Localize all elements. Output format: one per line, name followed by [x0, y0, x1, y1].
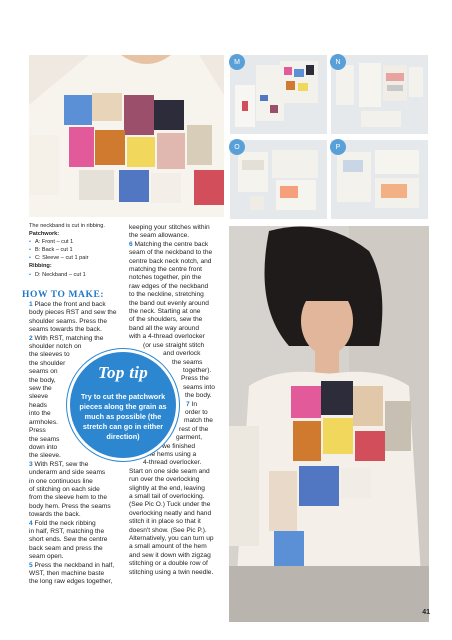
step-6-line: together).: [183, 366, 212, 374]
step-7-line: (See Pic O.) Tuck under the: [129, 501, 211, 509]
step-7-line: a small amount of the hem: [129, 543, 207, 551]
step-7-line: garment,: [176, 434, 203, 442]
step-6-line: (or use straight stitch: [143, 341, 205, 349]
step-1-line: seams towards the back.: [29, 326, 102, 334]
step-5-line: WST, then machine baste: [29, 570, 105, 577]
step-3-line: of stitching on each side: [29, 485, 100, 493]
step-4-line: seam open.: [29, 553, 64, 561]
step-2-line: the body,: [29, 376, 56, 384]
step-6-line: seam of the neckband to the: [129, 249, 213, 257]
step-7-line: and sew it down with zigzag: [129, 551, 211, 559]
step-3-line: 3 With RST, sew the: [29, 460, 89, 468]
step-7-line: 7 In: [186, 400, 198, 408]
step-1-line: 1 Place the front and back: [29, 301, 106, 308]
photo-o-badge: O: [229, 139, 245, 155]
top-tip-callout: [70, 352, 176, 458]
step-2-line: armholes.: [29, 418, 58, 426]
step-2-line: heads: [29, 401, 47, 409]
step-6-line: to the neckline, stretching: [129, 291, 204, 299]
top-tip-title: Top tip: [97, 363, 149, 382]
cutting-caption: [29, 222, 121, 279]
step-7-line: match the: [184, 417, 213, 425]
step-number: 6: [129, 240, 133, 248]
step-5-line: 5 Press the neckband in half,: [29, 561, 115, 569]
step-2-line: seams on: [29, 368, 58, 376]
photo-p: [331, 140, 428, 219]
step-number: 4: [29, 519, 33, 527]
patchwork-tee-illustration: [29, 55, 224, 217]
step-number: 7: [186, 400, 190, 408]
step-6-line: the body.: [185, 392, 212, 400]
photo-p-badge: P: [330, 139, 346, 155]
step-number: 1: [29, 301, 33, 308]
ribbing-item: • D: Neckband – cut 1: [29, 271, 121, 279]
top-tip-body: Try to cut the patchwork pieces along the grain as much as possible (the stretch can go in either direction): [79, 392, 167, 441]
photo-n-illustration: [331, 55, 428, 134]
model-photo: [229, 226, 429, 622]
step-5-line: keeping your stitches within: [129, 224, 210, 231]
step-7-line: the hems using a: [146, 450, 197, 458]
step-7-line: run over the overlocking: [129, 476, 200, 484]
step-7-line: stitching or a double row of: [129, 560, 208, 568]
step-2-line: 2 With RST, matching the: [29, 334, 104, 342]
step-7-line: Start on one side seam and: [129, 467, 210, 475]
step-6-line: seams into: [183, 383, 215, 391]
step-7-line: overlocking neatly and hand: [129, 509, 212, 517]
step-7-line: rest of the: [179, 425, 209, 433]
step-number: 2: [29, 334, 33, 342]
step-2-line: into the: [29, 410, 51, 418]
step-6-line: 6 Matching the centre back: [129, 240, 209, 248]
step-6-line: the band out evenly around: [129, 299, 209, 307]
caption-ribbing-heading: Ribbing:: [29, 263, 52, 270]
step-5-line: the seam allowance.: [129, 232, 190, 240]
patchwork-item: • B: Back – cut 1: [29, 246, 121, 254]
step-2-line: sew the: [29, 385, 52, 393]
step-6-line: the seams: [172, 358, 203, 366]
caption-intro: The neckband is cut in ribbing.: [29, 223, 105, 229]
top-photo-patchwork-tee: [29, 55, 224, 217]
step-4-line: short ends. Sew the centre: [29, 536, 108, 544]
step-7-line: stitching using a twin needle.: [129, 568, 214, 576]
model-illustration: [229, 226, 429, 622]
photo-n: [331, 55, 428, 134]
step-7-line: order to: [185, 408, 208, 416]
step-3-line: underarm and side seams: [29, 469, 106, 477]
step-2-line: the shoulder: [29, 359, 66, 367]
step-number: 3: [29, 460, 33, 468]
step-7-line: slightly at the end, leaving: [129, 484, 205, 492]
step-6-line: of the shoulders, sew the: [129, 316, 203, 324]
step-2-line: down into: [29, 443, 58, 451]
step-4-line: back seam and press the: [29, 544, 103, 552]
photo-m-badge: M: [229, 54, 245, 70]
step-2-line: the sleeve.: [29, 452, 61, 460]
step-6-line: Press the: [181, 375, 209, 383]
step-7-line: 4-thread overlocker.: [143, 459, 202, 467]
step-number: 5: [29, 561, 33, 569]
page-number: 41: [422, 609, 430, 616]
step-2-line: Press: [29, 427, 46, 435]
caption-patchwork-heading: Patchwork:: [29, 231, 60, 238]
step-1-line: body pieces RST and sew the: [29, 309, 117, 317]
step-2-line: shoulder notch on: [29, 343, 82, 351]
step-6-line: notches together, pin the: [129, 274, 202, 282]
photo-p-illustration: [331, 140, 428, 219]
photo-m: [230, 55, 327, 134]
photo-o: [230, 140, 327, 219]
step-4-line: 4 Fold the neck ribbing: [29, 519, 96, 527]
photo-n-badge: N: [330, 54, 346, 70]
step-3-line: towards the back.: [29, 511, 81, 519]
photo-m-illustration: [230, 55, 327, 134]
step-2-line: the sleeves to: [29, 351, 70, 359]
step-7-line: Alternatively, you can turn up: [129, 535, 214, 543]
step-3-line: body hem. Press the seams: [29, 502, 111, 510]
how-to-make-heading: HOW TO MAKE:: [22, 290, 105, 300]
step-7-line: a small tail of overlocking.: [129, 493, 205, 500]
step-7-line: we finished: [162, 442, 195, 450]
photo-o-illustration: [230, 140, 327, 219]
step-6-line: band all the way around: [129, 324, 200, 332]
step-6-line: the neck. Starting at one: [129, 308, 201, 316]
step-7-line: doesn't show. (See Pic P.).: [129, 526, 207, 534]
patchwork-item: • C: Sleeve – cut 1 pair: [29, 254, 121, 262]
step-6-line: raw edges of the neckband: [129, 282, 209, 290]
step-6-line: matching the centre front: [129, 266, 202, 274]
step-6-line: and overlock: [163, 350, 201, 358]
step-5-line: the long raw edges together,: [29, 578, 113, 586]
patchwork-list: [29, 238, 121, 262]
step-2-line: the seams: [29, 435, 60, 443]
step-1-line: shoulder seams. Press the: [29, 317, 108, 325]
step-6-line: with a 4-thread overlocker: [129, 333, 205, 341]
ribbing-list: [29, 271, 121, 279]
patchwork-item: • A: Front – cut 1: [29, 238, 121, 246]
step-2-line: sleeve: [29, 393, 49, 401]
step-6-line: centre back neck notch, and: [129, 257, 212, 265]
step-3-line: from the sleeve hem to the: [29, 494, 108, 502]
step-3-line: in one continuous line: [29, 477, 93, 485]
step-7-line: stitch it in place so that it: [129, 518, 201, 526]
step-4-line: in half, RST, matching the: [29, 527, 105, 535]
